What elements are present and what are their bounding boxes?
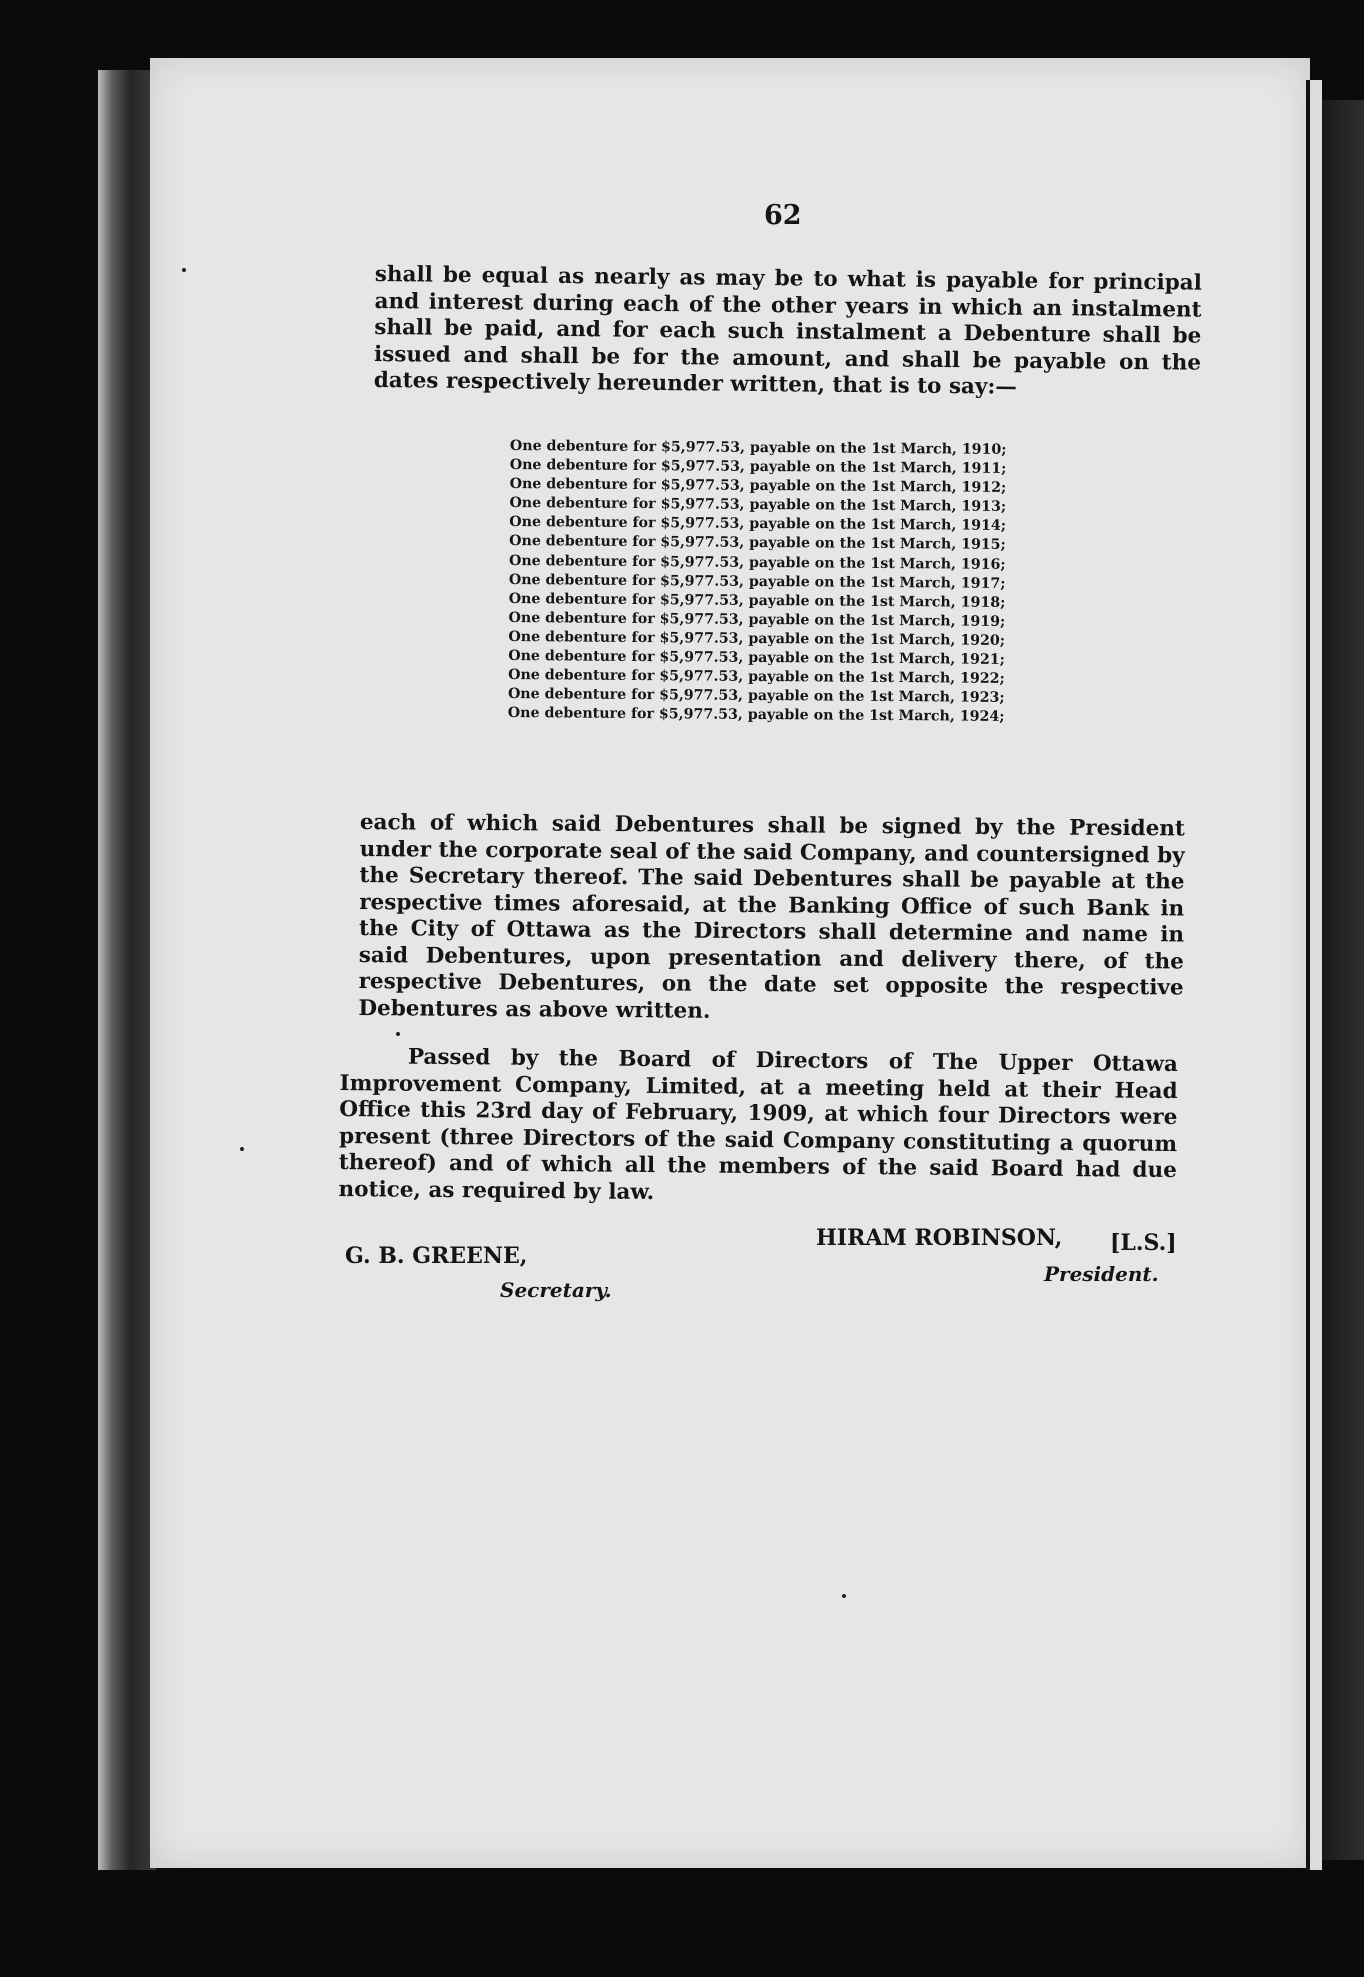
schedule-line: One debenture for $5,977.53, payable on the 1st March, 1913; [509,495,1007,516]
book-spine-edge [98,70,156,1870]
schedule-line: One debenture for $5,977.53, payable on the 1st March, 1911; [509,457,1007,477]
schedule-line: One debenture for $5,977.53, payable on the 1st March, 1922; [508,667,1005,688]
schedule-line: One debenture for $5,977.53, payable on the 1st March, 1915; [509,533,1006,554]
signing-paragraph: each of which said Debentures shall be signed by the President under the corporate seal of the said Company, and countersigned by the Secretary thereof. The said Debentures shall be payable at the respective times aforesaid, at the Banking Office of such Bank in the City of Ottawa as the Directors shall determine and name in said Debentures, upon presentation and delivery there, of the respective Debentures, on the date set opposite the respective Debentures as above written. [358,810,1185,1024]
schedule-line: One debenture for $5,977.53, payable on the 1st March, 1920; [508,628,1006,649]
schedule-line: One debenture for $5,977.53, payable on the 1st March, 1914; [509,514,1007,535]
page-right-margin [1306,80,1322,1870]
page-number: 62 [764,200,802,231]
scan-speck [182,268,186,272]
schedule-line: One debenture for $5,977.53, payable on the 1st March, 1912; [509,476,1007,497]
seal-mark: [L.S.] [1110,1230,1177,1256]
schedule-line: One debenture for $5,977.53, payable on the 1st March, 1916; [508,552,1006,573]
schedule-line: One debenture for $5,977.53, payable on the 1st March, 1917; [508,571,1006,592]
scan-speck [240,1147,244,1151]
schedule-line: One debenture for $5,977.53, payable on the 1st March, 1921; [508,648,1005,668]
scan-speck [396,1032,400,1036]
schedule-line: One debenture for $5,977.53, payable on the 1st March, 1918; [508,590,1006,611]
schedule-line: One debenture for $5,977.53, payable on the 1st March, 1923; [507,686,1005,707]
president-name: HIRAM ROBINSON, [816,1225,1063,1251]
secretary-title: Secretary. [500,1278,612,1302]
schedule-line: One debenture for $5,977.53, payable on the 1st March, 1924; [507,705,1005,726]
president-title: President. [1044,1262,1159,1286]
schedule-line: One debenture for $5,977.53, payable on the 1st March, 1910; [509,437,1007,458]
secretary-name: G. B. GREENE, [345,1243,528,1269]
resolution-paragraph: Passed by the Board of Directors of The Upper Ottawa Improvement Company, Limited, at a meeting held at their Head Office this 23rd day of February, 1909, at which four Directors were present (three Directors of the said Company constituting a quorum thereof) and of which all the members of the said Board had due notice, as required by law. [338,1044,1178,1205]
scan-speck [842,1594,846,1598]
opening-paragraph: shall be equal as nearly as may be to what is payable for principal and interest during each of the other years in which an instalment shall be paid, and for each such instalment a Debenture shall be issued and shall be for the amount, and shall be payable on the dates respectively hereunder written, that is to say:— [373,262,1202,400]
debenture-schedule [508,437,1070,728]
facing-page-edge [1322,100,1364,1860]
schedule-line: One debenture for $5,977.53, payable on the 1st March, 1919; [508,609,1006,630]
